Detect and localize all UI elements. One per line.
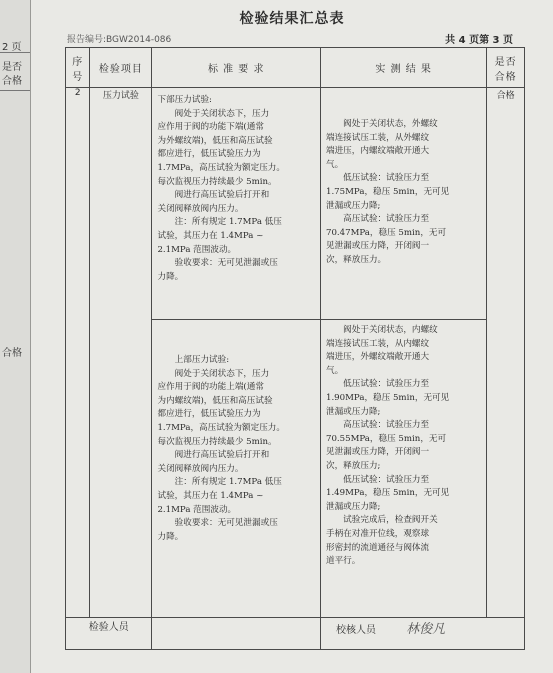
left-page-rule: [0, 52, 30, 53]
table-header-row: [66, 48, 525, 88]
document-page: [31, 0, 553, 673]
result-top-cell: [320, 88, 486, 320]
result-bottom-cell: [320, 320, 486, 618]
standard-bottom-cell: [152, 320, 321, 618]
reviewer-cell: [320, 618, 524, 650]
left-page-header-1: 是否: [2, 62, 22, 73]
inspector-label: 检验人员: [66, 618, 152, 650]
report-number: 报告编号:BGW2014-086: [67, 35, 172, 45]
header-item: 检验项目: [90, 48, 152, 88]
standard-top-text: 下部压力试验: 阀处于关闭状态下，压力 应作用于阀的功能下端(通常 为外螺纹端)，低压和高压试验 都应进行，低压试验压力为 1.7MPa，高压试验为额定压力。 每次监视压力持续最少 5min。 阀进行高压试验后打开和 关闭阀释放阀内压力。 注：所有规定 1.7MPa 低压 试验，其压力在 1.4MPa ~ 2.1MPa 范围波动。 验收要求：无可见泄漏或压 力降。: [157, 95, 285, 282]
standard-top-cell: [152, 88, 321, 320]
result-top-text: 阀处于关闭状态，外螺纹 端连接试压工装，从外螺纹 端进压，内螺纹端敞开通大 气。 低压试验：试验压力至 1.75MPa，稳压 5min，无可见 泄漏或压力降; 高压试验：试验压力至 70.47MPa，稳压 5min，无可 见泄漏或压力降，开闭阀一 次，释放压力。: [325, 119, 450, 265]
row-pass: 合格: [487, 88, 525, 618]
left-page-strip: [0, 0, 31, 673]
left-page-rule: [0, 90, 30, 91]
left-page-result: 合格: [2, 348, 22, 359]
row-number: 2: [66, 88, 90, 618]
header-standard: 标 准 要 求: [152, 48, 321, 88]
header-result: 实 测 结 果: [320, 48, 486, 88]
results-table: [65, 47, 525, 650]
standard-bottom-text: 上部压力试验: 阀处于关闭状态下，压力 应作用于阀的功能上端(通常 为内螺纹端)，低压和高压试验 都应进行，低压试验压力为 1.7MPa，高压试验为额定压力。 每次监视压力持续最少 5min。 阀进行高压试验后打开和 关闭阀释放阀内压力。 注：所有规定 1.7MPa 低压 试验，其压力在 1.4MPa ~ 2.1MPa 范围波动。 验收要求：无可见泄漏或压 力降。: [157, 355, 285, 542]
result-bottom-text: 阀处于关闭状态，内螺纹 端连接试压工装，从内螺纹 端进压，外螺纹端敞开通大 气。 低压试验：试验压力至 1.90MPa，稳压 5min，无可见 泄漏或压力降; 高压试验：试验压力至 70.55MPa，稳压 5min，无可 见泄漏或压力降，开闭阀一 次，释放压力; 低压试验：试验压力至 1.49MPa，稳压 5min，无可见 泄漏或压力降; 试验完成后，检查阀开关 手柄在对准开位线，观察球 形密封的流道通径与阀体流 道平行。: [325, 325, 450, 567]
left-page-label: 2 页: [2, 42, 22, 53]
left-page-header-2: 合格: [2, 76, 22, 87]
table-row: [66, 88, 525, 320]
signature-row: [66, 618, 525, 650]
page-count: 共 4 页第 3 页: [445, 35, 513, 46]
header-pass: 是否 合格: [487, 48, 525, 88]
reviewer-label: 校核人员: [335, 625, 376, 636]
reviewer-signature: 林俊凡: [406, 622, 446, 637]
row-item: 压力试验: [90, 88, 152, 618]
header-no: 序 号: [66, 48, 90, 88]
inspector-signature-cell: [152, 618, 321, 650]
page-title: 检验结果汇总表: [239, 11, 345, 27]
